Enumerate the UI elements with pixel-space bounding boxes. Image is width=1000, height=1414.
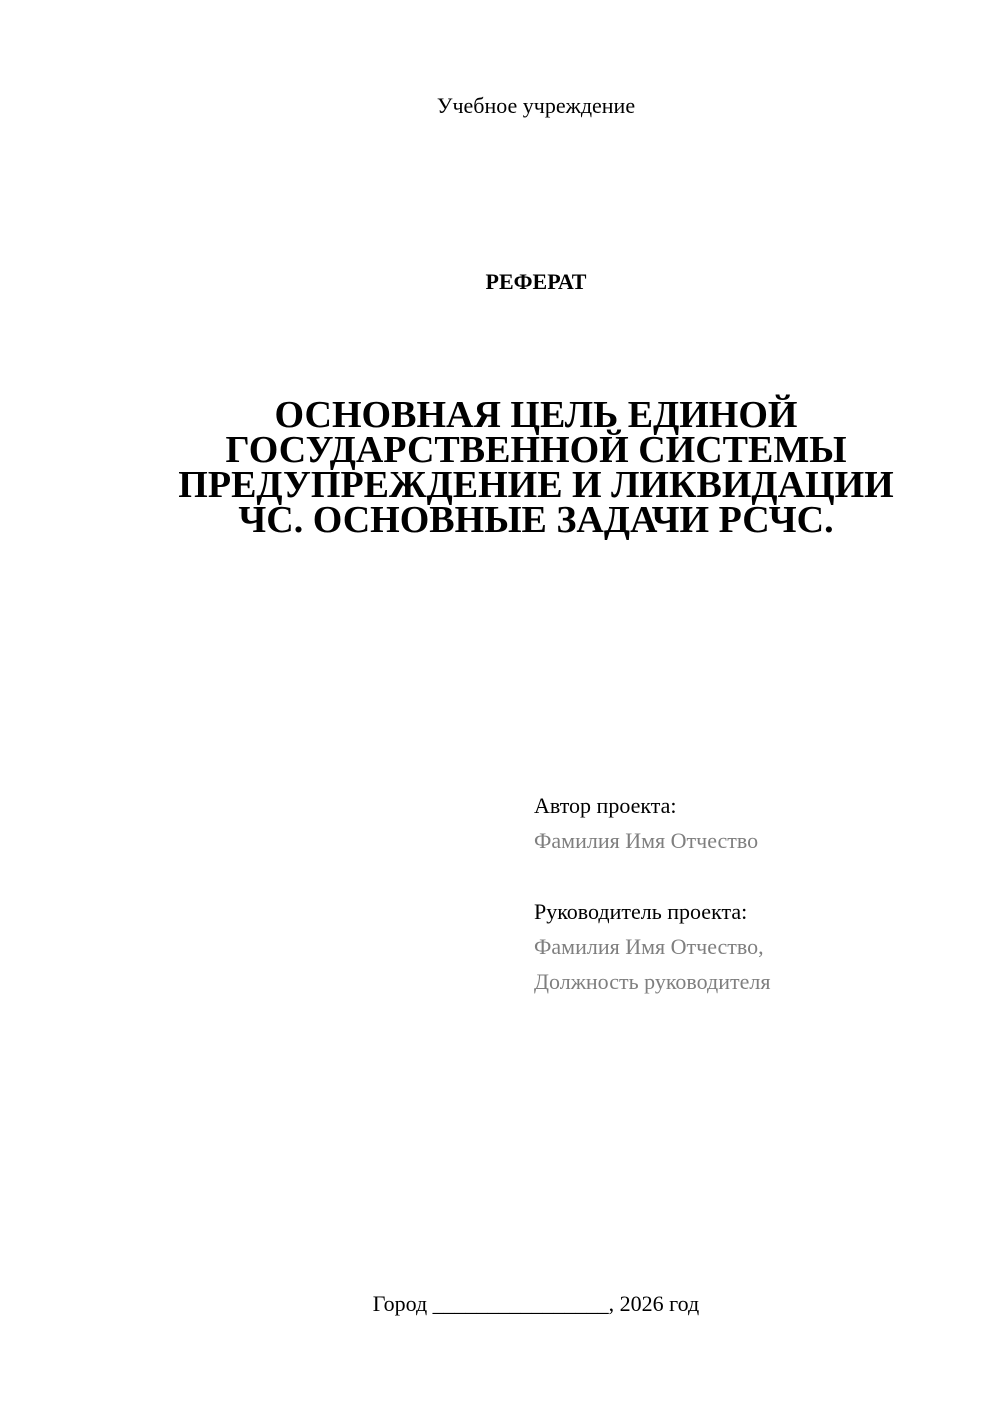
title-line: ПРЕДУПРЕЖДЕНИЕ И ЛИКВИДАЦИИ [178, 464, 894, 506]
document-type: РЕФЕРАТ [485, 269, 587, 294]
document-title [140, 394, 932, 541]
city-year-line: Город ________________, 2026 год [372, 1291, 700, 1316]
title-line: ГОСУДАРСТВЕННОЙ СИСТЕМЫ [225, 429, 847, 471]
spacer [534, 858, 974, 894]
author-label: Автор проекта: [534, 793, 677, 818]
signature-block [534, 788, 974, 999]
supervisor-label: Руководитель проекта: [534, 899, 748, 924]
supervisor-name: Фамилия Имя Отчество, [534, 934, 764, 959]
author-name: Фамилия Имя Отчество [534, 828, 759, 853]
title-line: ЧС. ОСНОВНЫЕ ЗАДАЧИ РСЧС. [238, 499, 834, 541]
institution-name: Учебное учреждение [436, 93, 636, 118]
supervisor-position: Должность руководителя [534, 969, 771, 994]
title-line: ОСНОВНАЯ ЦЕЛЬ ЕДИНОЙ [274, 394, 798, 436]
